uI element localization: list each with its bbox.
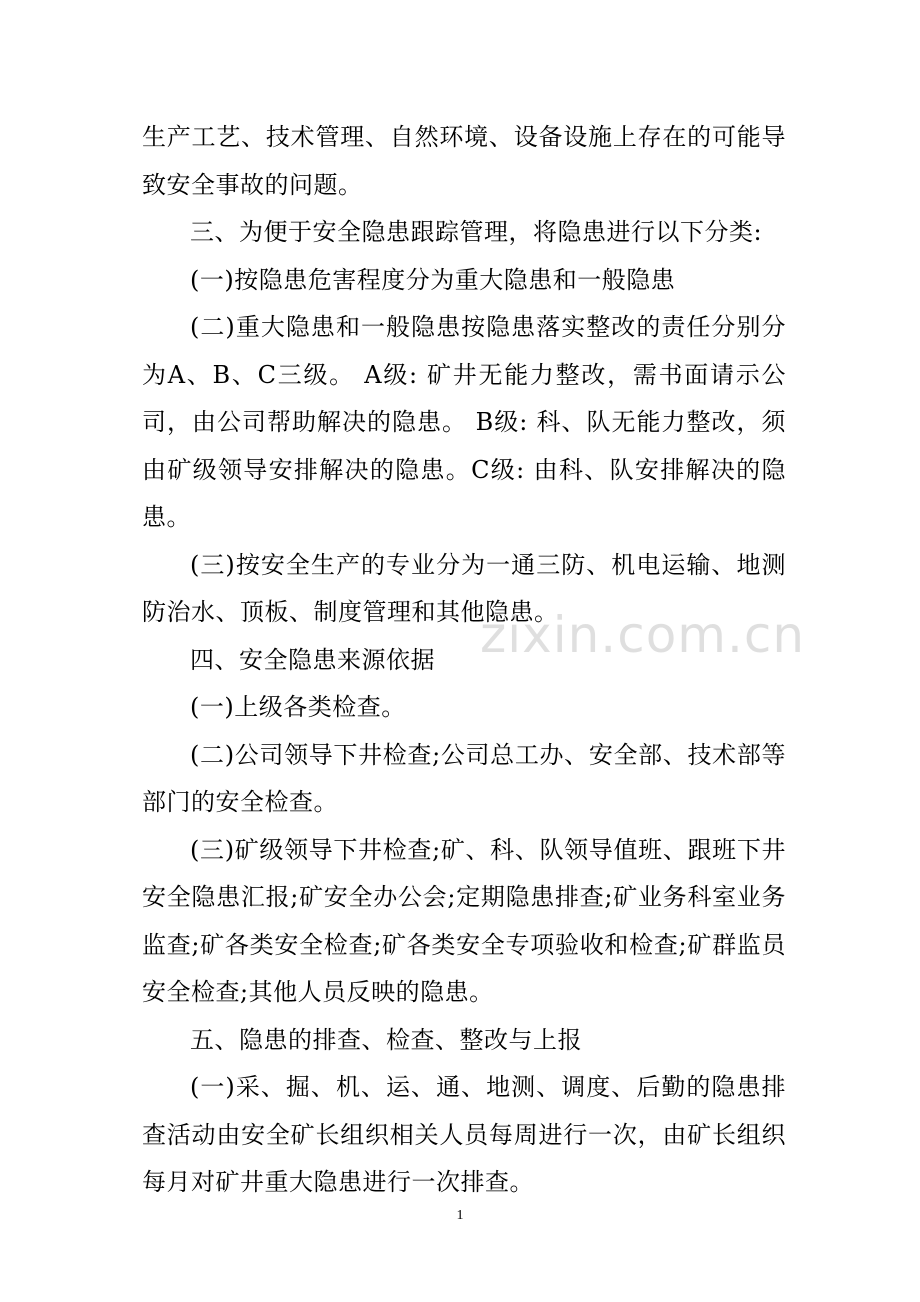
document-body (142, 114, 786, 1207)
watermark: zixin.com.cn (480, 606, 806, 664)
section-heading-4: 四、安全隐患来源依据 (190, 645, 435, 674)
paragraph-3-2: (二)重大隐患和一般隐患按隐患落实整改的责任分别分为A、B、C三级。 A级: 矿井无能力整改，需书面请示公司，由公司帮助解决的隐患。 B级: 科、队无能力整改，须由矿级领导安排解决的隐患。C级: 由科、队安排解决的隐患。 (142, 313, 786, 531)
page-number: 1 (456, 1208, 464, 1223)
paragraph-3-1: (一)按隐患危害程度分为重大隐患和一般隐患 (190, 265, 676, 294)
paragraph-4-2: (二)公司领导下井检查;公司总工办、安全部、技术部等部门的安全检查。 (142, 740, 786, 816)
paragraph-4-3: (三)矿级领导下井检查;矿、科、队领导值班、跟班下井安全隐患汇报;矿安全办公会;定期隐患排查;矿业务科室业务监查;矿各类安全检查;矿各类安全专项验收和检查;矿群监员安全检查;其他人员反映的隐患。 (142, 835, 786, 1006)
paragraph-4-1: (一)上级各类检查。 (190, 693, 406, 721)
paragraph-5-1: (一)采、掘、机、运、通、地测、调度、后勤的隐患排查活动由安全矿长组织相关人员每周进行一次，由矿长组织每月对矿井重大隐患进行一次排查。 (142, 1073, 786, 1196)
section-heading-5: 五、隐患的排查、检查、整改与上报 (190, 1025, 582, 1054)
paragraph-3-3: (三)按安全生产的专业分为一通三防、机电运输、地测防治水、顶板、制度管理和其他隐患。 (142, 550, 786, 626)
section-heading-3: 三、为便于安全隐患跟踪管理，将隐患进行以下分类: (190, 218, 763, 246)
paragraph-1: 生产工艺、技术管理、自然环境、设备设施上存在的可能导致安全事故的问题。 (142, 123, 786, 199)
